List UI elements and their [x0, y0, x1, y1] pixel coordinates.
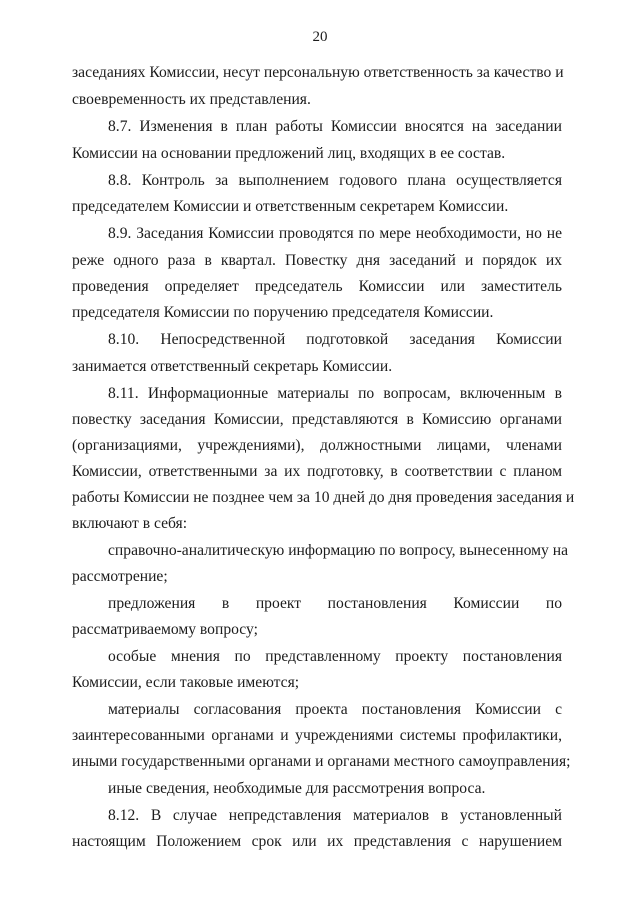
- text-line: повестку заседания Комиссии, представляются в Комиссию органами: [72, 411, 562, 428]
- list-item-first-line: предложения в проект постановления Комиссии по: [108, 595, 562, 612]
- text-line: рассматриваемому вопросу;: [72, 621, 258, 638]
- text-line: настоящим Положением срок или их представления с нарушением: [72, 833, 562, 850]
- paragraph-first-line: 8.12. В случае непредставления материалов в установленный: [108, 807, 562, 824]
- list-item-first-line: справочно-аналитическую информацию по вопросу, вынесенному на: [108, 542, 568, 559]
- list-item-first-line: материалы согласования проекта постановления Комиссии с: [108, 701, 562, 718]
- text-line: своевременность их представления.: [72, 91, 311, 108]
- text-line: проведения определяет председатель Комиссии или заместитель: [72, 278, 562, 295]
- text-line: председателем Комиссии и ответственным секретарем Комиссии.: [72, 198, 509, 215]
- text-line: Комиссии на основании предложений лиц, входящих в ее состав.: [72, 145, 506, 162]
- page-number: 20: [312, 29, 328, 45]
- paragraph-first-line: 8.10. Непосредственной подготовкой заседания Комиссии: [108, 331, 562, 348]
- text-line: заинтересованными органами и учреждениями системы профилактики,: [72, 727, 562, 744]
- list-item-first-line: особые мнения по представленному проекту постановления: [108, 648, 562, 665]
- text-line: занимается ответственный секретарь Комиссии.: [72, 358, 393, 375]
- list-item-first-line: иные сведения, необходимые для рассмотрения вопроса.: [108, 780, 486, 797]
- text-line: включают в себя:: [72, 515, 188, 532]
- text-line: заседаниях Комиссии, несут персональную ответственность за качество и: [72, 64, 564, 81]
- paragraph-first-line: 8.9. Заседания Комиссии проводятся по мере необходимости, но не: [108, 225, 562, 242]
- text-line: Комиссии, ответственными за их подготовку, в соответствии с планом: [72, 463, 562, 480]
- paragraph-first-line: 8.7. Изменения в план работы Комиссии вносятся на заседании: [108, 118, 562, 135]
- paragraph-first-line: 8.8. Контроль за выполнением годового плана осуществляется: [108, 172, 562, 189]
- text-line: иными государственными органами и органами местного самоуправления;: [72, 753, 571, 770]
- text-line: председателя Комиссии по поручению председателя Комиссии.: [72, 304, 494, 321]
- text-line: рассмотрение;: [72, 568, 168, 585]
- text-line: (организациями, учреждениями), должностными лицами, членами: [72, 437, 562, 454]
- text-line: работы Комиссии не позднее чем за 10 дней до дня проведения заседания и: [72, 489, 575, 506]
- text-line: реже одного раза в квартал. Повестку дня заседаний и порядок их: [72, 252, 562, 269]
- paragraph-first-line: 8.11. Информационные материалы по вопросам, включенным в: [108, 385, 562, 402]
- text-line: Комиссии, если таковые имеются;: [72, 674, 300, 691]
